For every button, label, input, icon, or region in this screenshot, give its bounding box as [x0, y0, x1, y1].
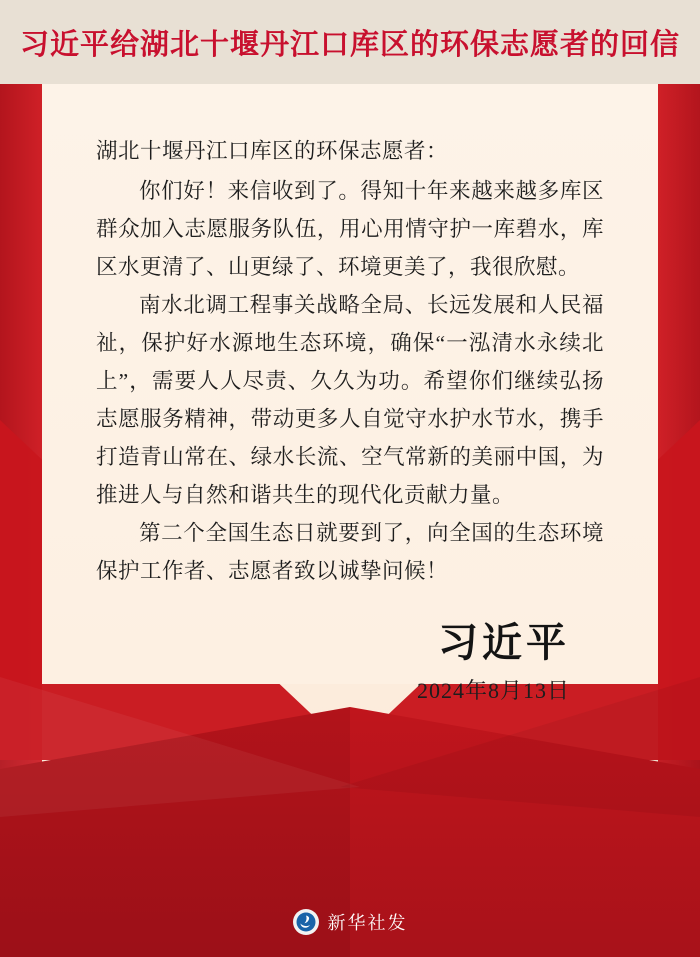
- signature-name: 习近平: [438, 620, 570, 665]
- letter-paragraph-1: 你们好！来信收到了。得知十年来越来越多库区群众加入志愿服务队伍，用心用情守护一库碧水，库区水更清了、山更绿了、环境更美了，我很欣慰。: [96, 179, 604, 279]
- footer-credit-text: 新华社发: [327, 913, 408, 933]
- letter-body: [96, 132, 604, 710]
- signature-block: [96, 620, 604, 710]
- xinhua-logo-icon: [293, 909, 319, 935]
- signature-date: 2024年8月13日: [416, 678, 570, 703]
- letter-paragraph-3: 第二个全国生态日就要到了，向全国的生态环境保护工作者、志愿者致以诚挚问候！: [96, 521, 604, 583]
- letter-salutation: 湖北十堰丹江口库区的环保志愿者：: [96, 139, 449, 163]
- letter-sheet: [42, 84, 658, 703]
- page-title-bar: [0, 0, 700, 84]
- footer-credit-bar: [0, 909, 700, 935]
- page-title: 习近平给湖北十堰丹江口库区的环保志愿者的回信: [19, 28, 680, 61]
- letter-paragraph-2: 南水北调工程事关战略全局、长远发展和人民福祉，保护好水源地生态环境，确保“一泓清水永续北上”，需要人人尽责、久久为功。希望你们继续弘扬志愿服务精神，带动更多人自觉守水护水节水，携手打造青山常在、绿水长流、空气常新的美丽中国，为推进人与自然和谐共生的现代化贡献力量。: [96, 293, 604, 507]
